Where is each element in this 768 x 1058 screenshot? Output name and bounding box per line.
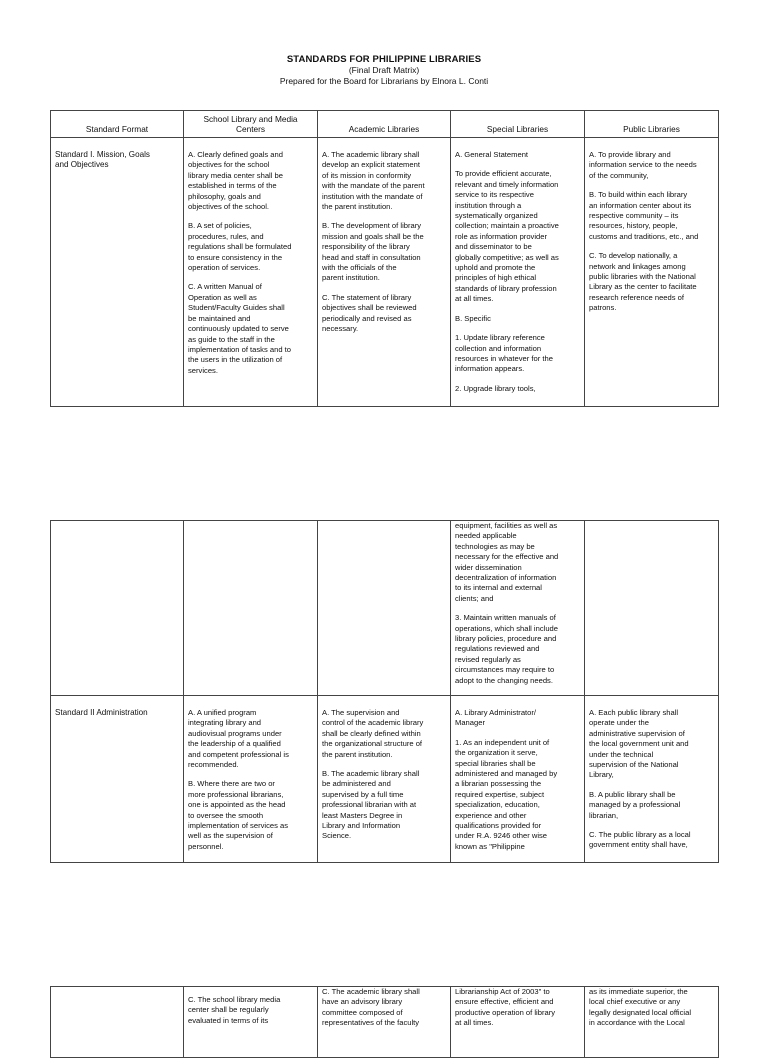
standard-1-academic-cell — [318, 138, 451, 407]
standard-2-name: Standard II Administration — [51, 696, 184, 863]
page-3-public-cell — [585, 987, 719, 1058]
continued-special-cell — [451, 521, 585, 696]
paragraph: 3. Maintain written manuals of operations, which shall include library policies, procedure and regulations reviewed and revised regularly as circumstances may require to adopt to the changing needs. — [455, 613, 558, 685]
paragraph: A. The supervision and control of the academic library shall be clearly defined within the organizational structure of the parent institution. — [322, 708, 424, 759]
standard-2-school-cell — [184, 696, 318, 863]
table-row-standard-1 — [51, 138, 719, 407]
standard-2-public-cell — [585, 696, 719, 863]
table-row-continuation — [51, 521, 719, 696]
paragraph: C. The public library as a local government entity shall have, — [589, 830, 691, 850]
page-3-special-cell — [451, 987, 585, 1058]
paragraph: C. The academic library shall have an advisory library committee composed of representatives of the faculty — [322, 987, 420, 1028]
empty-cell — [585, 521, 719, 696]
paragraph: A. Library Administrator/ Manager — [455, 708, 537, 728]
paragraph: A. The academic library shall develop an explicit statement of its mission in conformity with the mandate of the parent institution with the mandate of the parent institution. — [322, 150, 425, 212]
paragraph: A. General Statement — [455, 150, 529, 159]
paragraph: A. Clearly defined goals and objectives for the school library media center shall be established in terms of the philosophy, goals and objectives of the school. — [188, 150, 283, 212]
paragraph: B. To build within each library an information center about its respective community – its resources, history, people, customs and traditions, etc., and — [589, 190, 699, 241]
header-school-library: School Library and Media Centers — [184, 111, 318, 138]
paragraph: C. To develop nationally, a network and linkages among public libraries with the National Library as the center to facilitate research reference needs of patrons. — [589, 251, 697, 313]
paragraph: 1. Update library reference collection and information resources in whatever for the information appears. — [455, 333, 553, 374]
page-3-academic-cell — [318, 987, 451, 1058]
empty-cell — [51, 521, 184, 696]
header-special-libraries: Special Libraries — [451, 111, 585, 138]
paragraph: A. Each public library shall operate under the administrative supervision of the local government unit and under the technical supervision of the National Library, — [589, 708, 689, 780]
document-subtitle: (Final Draft Matrix) — [348, 65, 420, 75]
prepared-by-line: Prepared for the Board for Librarians by Elnora L. Conti — [279, 76, 489, 86]
page-3-school-cell — [184, 987, 318, 1058]
paragraph: A. A unified program integrating library and audiovisual programs under the leadership of a qualified and competent professional is recommended. — [188, 708, 289, 770]
standards-table-page-2 — [50, 520, 719, 863]
document-title: STANDARDS FOR PHILIPPINE LIBRARIES — [286, 54, 482, 65]
standard-1-public-cell — [585, 138, 719, 407]
paragraph: B. Where there are two or more professional librarians, one is appointed as the head to oversee the smooth implementation of services as well as the supervision of personnel. — [188, 779, 289, 851]
paragraph: B. The academic library shall be administered and supervised by a full time professional librarian with at least Masters Degree in Library and Information Science. — [322, 769, 420, 841]
standards-table-page-1 — [50, 110, 719, 407]
table-header-row — [51, 111, 719, 138]
document-header — [0, 54, 768, 87]
table-row-standard-2-cont — [51, 987, 719, 1058]
empty-cell — [51, 987, 184, 1058]
header-public-libraries: Public Libraries — [585, 111, 719, 138]
empty-cell — [184, 521, 318, 696]
empty-cell — [318, 521, 451, 696]
paragraph: B. A set of policies, procedures, rules, and regulations shall be formulated to ensure consistency in the operation of services. — [188, 221, 292, 273]
paragraph: C. The school library media center shall be regularly evaluated in terms of its — [188, 995, 281, 1025]
paragraph: To provide efficient accurate, relevant and timely information service to its respective institution through a systematically organized collection; maintain a proactive role as information provider and disseminator to be globally competitive; as well as uphold and promote the principles of high ethical standards of library profession at all times. — [455, 169, 559, 304]
paragraph: C. A written Manual of Operation as well as Student/Faculty Guides shall be maintained and continuously updated to serve as guide to the staff in the implementation of tasks and to the users in the utilization of services. — [188, 282, 291, 375]
paragraph: as its immediate superior, the local chief executive or any legally designated local official in accordance with the Local — [589, 987, 692, 1028]
paragraph: equipment, facilities as well as needed applicable technologies as may be necessary for the effective and wider dissemination decentralization of information to its internal and external clients; and — [455, 521, 559, 603]
standard-1-special-cell — [451, 138, 585, 407]
paragraph: C. The statement of library objectives shall be reviewed periodically and revised as necessary. — [322, 292, 417, 334]
paragraph: 1. As an independent unit of the organization it serve, special libraries shall be administered and managed by a librarian possessing the required expertise, subject specialization, education, experience and other qualifications provided for under R.A. 9246 other wise known as "Philippine — [455, 737, 558, 851]
paragraph: B. Specific — [455, 313, 491, 323]
paragraph: Librarianship Act of 2003" to ensure effective, efficient and productive operation of library at all times. — [455, 987, 556, 1028]
paragraph: B. A public library shall be managed by a professional librarian, — [589, 789, 681, 820]
paragraph: B. The development of library mission and goals shall be the responsibility of the library head and staff in consultation with the officials of the parent institution. — [322, 221, 424, 283]
standards-table-page-3 — [50, 986, 719, 1058]
standard-1-name: Standard I. Mission, Goals and Objectives — [51, 138, 184, 407]
header-standard-format: Standard Format — [51, 111, 184, 138]
paragraph: A. To provide library and information service to the needs of the community, — [589, 150, 697, 180]
table-row-standard-2 — [51, 696, 719, 863]
header-academic-libraries: Academic Libraries — [318, 111, 451, 138]
standard-1-school-cell — [184, 138, 318, 407]
standard-2-special-cell — [451, 696, 585, 863]
paragraph: 2. Upgrade library tools, — [455, 383, 536, 393]
standard-2-academic-cell — [318, 696, 451, 863]
